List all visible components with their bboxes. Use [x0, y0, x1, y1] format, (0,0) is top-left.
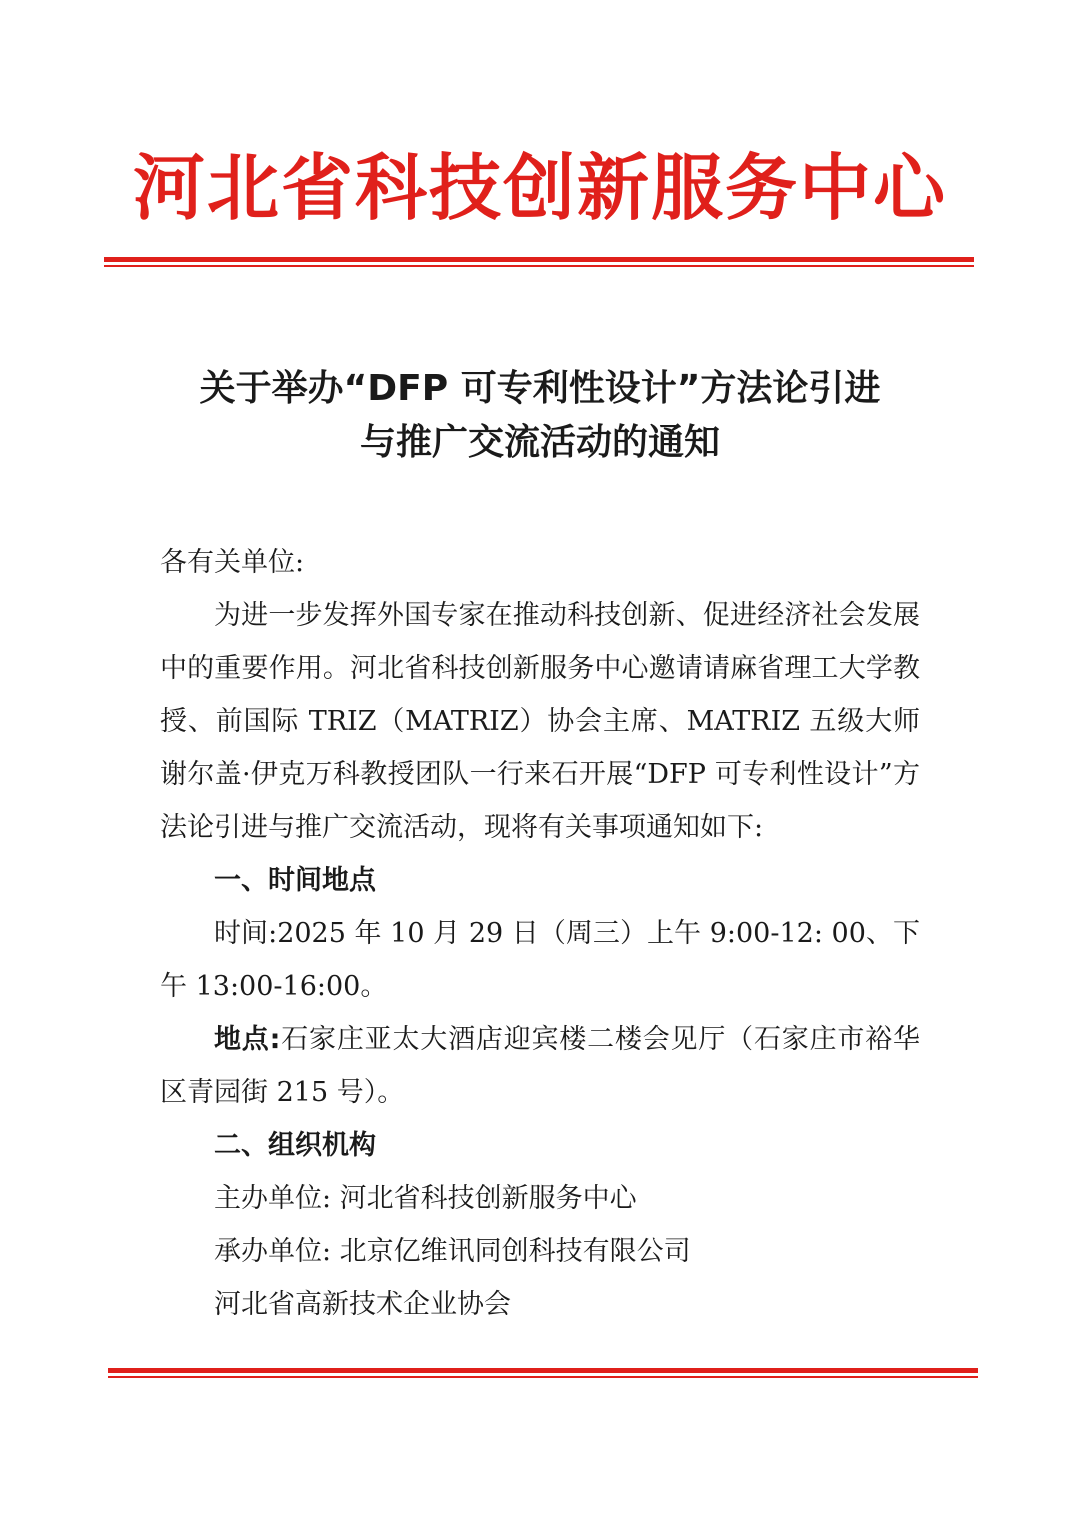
time-value: 2025 年 10 月 29 日（周三）上午 9:00-12: 00、下午 13:00-16:00。 — [160, 918, 920, 1002]
org-header-title: 河北省科技创新服务中心 — [132, 146, 947, 230]
header-red-rule — [104, 257, 974, 267]
place-value: 石家庄亚太大酒店迎宾楼二楼会见厅（石家庄市裕华区青园街 215 号）。 — [160, 1024, 920, 1108]
host-line: 主办单位: 河北省科技创新服务中心 — [214, 1183, 637, 1214]
time-paragraph — [160, 907, 920, 1013]
place-paragraph — [160, 1013, 920, 1119]
notice-body — [160, 536, 920, 1331]
notice-title-line2: 与推广交流活动的通知 — [359, 422, 720, 463]
place-label: 地点: — [214, 1024, 281, 1055]
notice-title-line1: 关于举办“DFP 可专利性设计”方法论引进 — [199, 368, 881, 409]
notice-title — [120, 362, 960, 470]
footer-red-rule — [108, 1368, 978, 1378]
section-time-place-heading: 一、时间地点 — [214, 865, 376, 896]
coorganizer-line: 河北省高新技术企业协会 — [214, 1289, 511, 1320]
salutation: 各有关单位: — [160, 547, 305, 578]
section-organization-heading: 二、组织机构 — [214, 1130, 376, 1161]
intro-paragraph: 为进一步发挥外国专家在推动科技创新、促进经济社会发展中的重要作用。河北省科技创新服务中心邀请请麻省理工大学教授、前国际 TRIZ（MATRIZ）协会主席、MATRIZ 五级大师谢尔盖·伊克万科教授团队一行来石开展“DFP 可专利性设计”方法论引进与推广交流活动，现将有关事项通知如下: — [160, 600, 920, 843]
organizer-line: 承办单位: 北京亿维讯同创科技有限公司 — [214, 1236, 691, 1267]
time-label: 时间: — [214, 918, 278, 949]
